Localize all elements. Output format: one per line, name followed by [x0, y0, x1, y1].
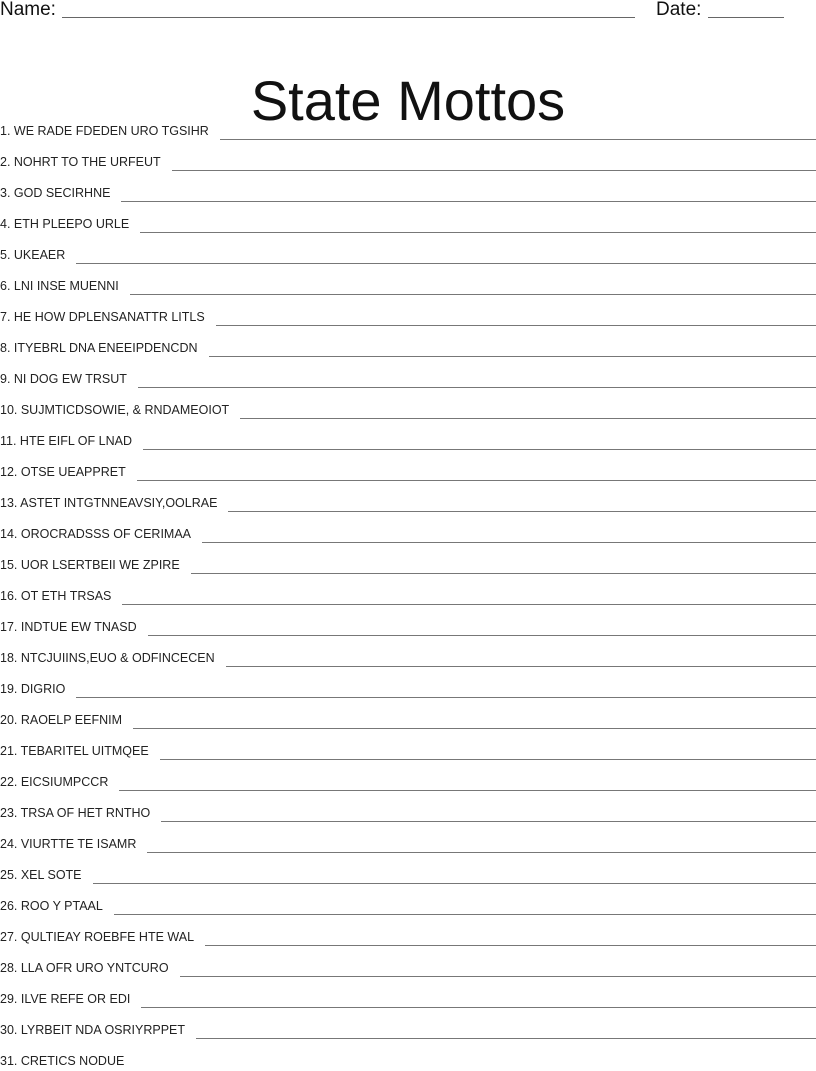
- answer-line[interactable]: [76, 696, 816, 698]
- answer-line[interactable]: [191, 572, 816, 574]
- question-item: [0, 885, 816, 916]
- answer-line[interactable]: [172, 169, 816, 171]
- question-label: 7. HE HOW DPLENSANATTR LITLS: [0, 310, 205, 324]
- question-label: 1. WE RADE FDEDEN URO TGSIHR: [0, 124, 209, 138]
- answer-line[interactable]: [205, 944, 816, 946]
- question-item: [0, 172, 816, 203]
- answer-line[interactable]: [228, 510, 816, 512]
- question-label: 19. DIGRIO: [0, 682, 66, 696]
- question-item: [0, 420, 816, 451]
- question-label: 17. INDTUE EW TNASD: [0, 620, 137, 634]
- question-item: [0, 389, 816, 420]
- question-label: 3. GOD SECIRHNE: [0, 186, 111, 200]
- answer-line[interactable]: [119, 789, 816, 791]
- question-label: 20. RAOELP EEFNIM: [0, 713, 123, 727]
- question-item: [0, 544, 816, 575]
- question-item: [0, 451, 816, 482]
- answer-line[interactable]: [133, 727, 816, 729]
- answer-line[interactable]: [180, 975, 816, 977]
- question-item: [0, 668, 816, 699]
- answer-line[interactable]: [240, 417, 816, 419]
- question-item: [0, 699, 816, 730]
- question-item: [0, 1009, 816, 1040]
- question-label: 16. OT ETH TRSAS: [0, 589, 112, 603]
- question-item: [0, 358, 816, 389]
- date-answer-line[interactable]: [708, 17, 784, 18]
- question-label: 13. ASTET INTGTNNEAVSIY,OOLRAE: [0, 496, 218, 510]
- answer-line[interactable]: [161, 820, 816, 822]
- question-label: 29. ILVE REFE OR EDI: [0, 992, 131, 1006]
- question-item: [0, 110, 816, 141]
- question-item: [0, 792, 816, 823]
- question-label: 28. LLA OFR URO YNTCURO: [0, 961, 169, 975]
- question-label: 14. OROCRADSSS OF CERIMAA: [0, 527, 192, 541]
- question-label: 18. NTCJUIINS,EUO & ODFINCECEN: [0, 651, 215, 665]
- answer-line[interactable]: [202, 541, 816, 543]
- name-answer-line[interactable]: [62, 17, 635, 18]
- answer-line[interactable]: [148, 634, 816, 636]
- question-label: 26. ROO Y PTAAL: [0, 899, 103, 913]
- answer-line[interactable]: [143, 448, 816, 450]
- question-item: [0, 761, 816, 792]
- answer-line[interactable]: [141, 1006, 816, 1008]
- answer-line[interactable]: [220, 138, 816, 140]
- answer-line[interactable]: [216, 324, 816, 326]
- question-item: [0, 141, 816, 172]
- question-label: 15. UOR LSERTBEII WE ZPIRE: [0, 558, 180, 572]
- answer-line[interactable]: [138, 386, 816, 388]
- question-item: [0, 978, 816, 1009]
- question-label: 5. UKEAER: [0, 248, 66, 262]
- answer-line[interactable]: [121, 200, 816, 202]
- answer-line[interactable]: [140, 231, 816, 233]
- question-label: 21. TEBARITEL UITMQEE: [0, 744, 149, 758]
- question-item: [0, 823, 816, 854]
- question-item: [0, 606, 816, 637]
- question-label: 8. ITYEBRL DNA ENEEIPDENCDN: [0, 341, 198, 355]
- question-item: [0, 513, 816, 544]
- answer-line[interactable]: [209, 355, 816, 357]
- question-item: [0, 327, 816, 358]
- answer-line[interactable]: [122, 603, 816, 605]
- question-item: [0, 265, 816, 296]
- question-label: 4. ETH PLEEPO URLE: [0, 217, 130, 231]
- question-label: 2. NOHRT TO THE URFEUT: [0, 155, 161, 169]
- question-item: [0, 203, 816, 234]
- question-item: [0, 854, 816, 885]
- question-label: 6. LNI INSE MUENNI: [0, 279, 119, 293]
- question-label: 11. HTE EIFL OF LNAD: [0, 434, 132, 448]
- page-title: State Mottos: [250, 68, 566, 132]
- question-item: [0, 296, 816, 327]
- question-label: 10. SUJMTICDSOWIE, & RNDAMEOIOT: [0, 403, 230, 417]
- answer-line[interactable]: [137, 479, 816, 481]
- header-row: [0, 0, 816, 24]
- question-label: 27. QULTIEAY ROEBFE HTE WAL: [0, 930, 195, 944]
- question-label: 9. NI DOG EW TRSUT: [0, 372, 127, 386]
- answer-line[interactable]: [196, 1037, 816, 1039]
- question-label: 31. CRETICS NODUE: [0, 1054, 125, 1068]
- question-item: [0, 730, 816, 761]
- question-label: 30. LYRBEIT NDA OSRIYRPPET: [0, 1023, 186, 1037]
- answer-line[interactable]: [160, 758, 816, 760]
- question-label: 22. EICSIUMPCCR: [0, 775, 109, 789]
- question-label: 12. OTSE UEAPPRET: [0, 465, 126, 479]
- name-label: Name:: [0, 0, 56, 20]
- question-label: 25. XEL SOTE: [0, 868, 82, 882]
- question-item: [0, 947, 816, 978]
- question-label: 24. VIURTTE TE ISAMR: [0, 837, 137, 851]
- date-label: Date:: [656, 0, 702, 20]
- answer-line[interactable]: [114, 913, 816, 915]
- answer-line[interactable]: [147, 851, 816, 853]
- answer-line[interactable]: [226, 665, 816, 667]
- question-item: [0, 482, 816, 513]
- question-list: [0, 110, 816, 1071]
- question-label: 23. TRSA OF HET RNTHO: [0, 806, 151, 820]
- answer-line[interactable]: [76, 262, 816, 264]
- question-item: [0, 234, 816, 265]
- answer-line[interactable]: [93, 882, 816, 884]
- answer-line[interactable]: [130, 293, 816, 295]
- question-item: [0, 575, 816, 606]
- question-item: [0, 916, 816, 947]
- question-item: [0, 637, 816, 668]
